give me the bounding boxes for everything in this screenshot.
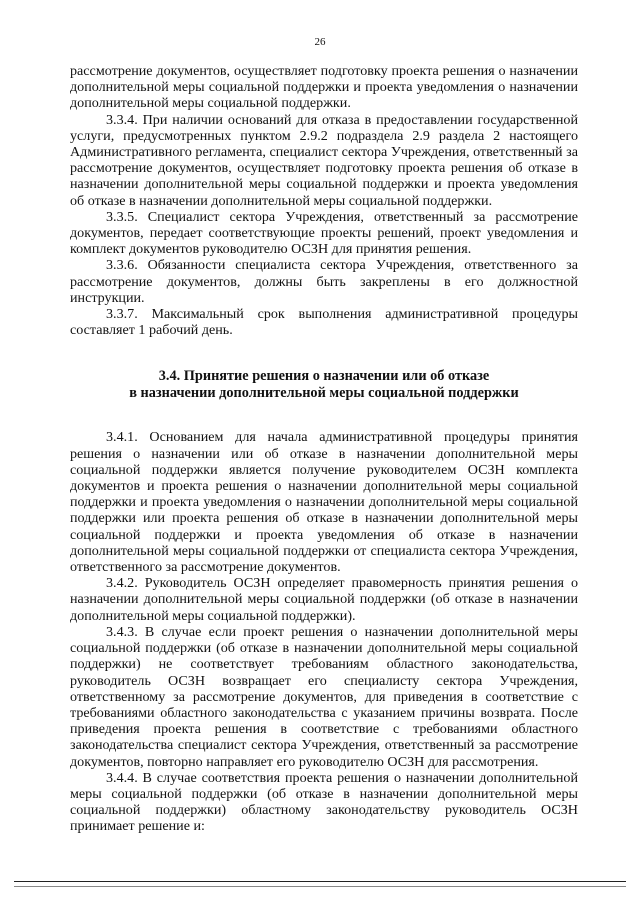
paragraph-3-3-7: 3.3.7. Максимальный срок выполнения административной процедуры составляет 1 рабочий день.	[70, 306, 578, 339]
section-heading-line-1: 3.4. Принятие решения о назначении или об отказе	[158, 368, 490, 385]
paragraph-3-4-2: 3.4.2. Руководитель ОСЗН определяет правомерность принятия решения о назначении дополнительной меры социальной поддержки (об отказе в назначении дополнительной меры социальной поддержки).	[70, 575, 578, 624]
paragraph-3-4-3: 3.4.3. В случае если проект решения о назначении дополнительной меры социальной поддержки (об отказе в назначении дополнительной меры социальной поддержки) не соответствует требованиям областного законодательства, руководитель ОСЗН возвращает его специалисту сектора Учреждения, ответственному за рассмотрение документов, для приведения в соответствие с требованиями областного законодательства с указанием причины возврата. После приведения проекта решения в соответствие с требованиями областного законодательства специалист сектора Учреждения, ответственный за рассмотрение документов, повторно направляет его руководителю ОСЗН для рассмотрения.	[70, 623, 578, 770]
section-heading-line-2: в назначении дополнительной меры социальной поддержки	[129, 385, 519, 402]
paragraph-3-4-4: 3.4.4. В случае соответствия проекта решения о назначении дополнительной меры социальной поддержки (об отказе в назначении дополнительной меры социальной поддержки) областному законодательству руководитель ОСЗН принимает решение и:	[70, 769, 578, 835]
page-number: 26	[314, 36, 326, 48]
paragraph-3-3-6: 3.3.6. Обязанности специалиста сектора Учреждения, ответственного за рассмотрение документов, должны быть закреплены в его должностной инструкции.	[70, 257, 578, 306]
section-heading-3-4	[70, 368, 578, 402]
paragraph-continuation: рассмотрение документов, осуществляет подготовку проекта решения о назначении дополнительной меры социальной поддержки и проекта уведомления о назначении дополнительной меры социальной поддержки.	[70, 63, 578, 112]
paragraph-3-4-1: 3.4.1. Основанием для начала административной процедуры принятия решения о назначении или об отказе в назначении дополнительной меры социальной поддержки является получение руководителем ОСЗН комплекта документов и проекта решения о назначении дополнительной меры социальной поддержки и проекта уведомления о назначении дополнительной меры социальной поддержки или проекта решения об отказе в назначении дополнительной меры социальной поддержки и проекта уведомления об отказе в назначении дополнительной меры социальной поддержки от специалиста сектора Учреждения, ответственного за рассмотрение документов.	[70, 429, 578, 576]
document-body	[70, 63, 578, 835]
paragraph-3-3-4: 3.3.4. При наличии оснований для отказа в предоставлении государственной услуги, предусмотренных пунктом 2.9.2 подраздела 2.9 раздела 2 настоящего Административного регламента, специалист сектора Учреждения, ответственный за рассмотрение документов, осуществляет подготовку проекта решения об отказе в назначении дополнительной меры социальной поддержки и проекта уведомления об отказе в назначении дополнительной меры социальной поддержки.	[70, 111, 578, 209]
paragraph-3-3-5: 3.3.5. Специалист сектора Учреждения, ответственный за рассмотрение документов, передает соответствующие проекты решений, проект уведомления и комплект документов руководителю ОСЗН для принятия решения.	[70, 208, 578, 258]
footer-rule	[14, 881, 626, 882]
footer-rule-secondary	[14, 886, 626, 887]
